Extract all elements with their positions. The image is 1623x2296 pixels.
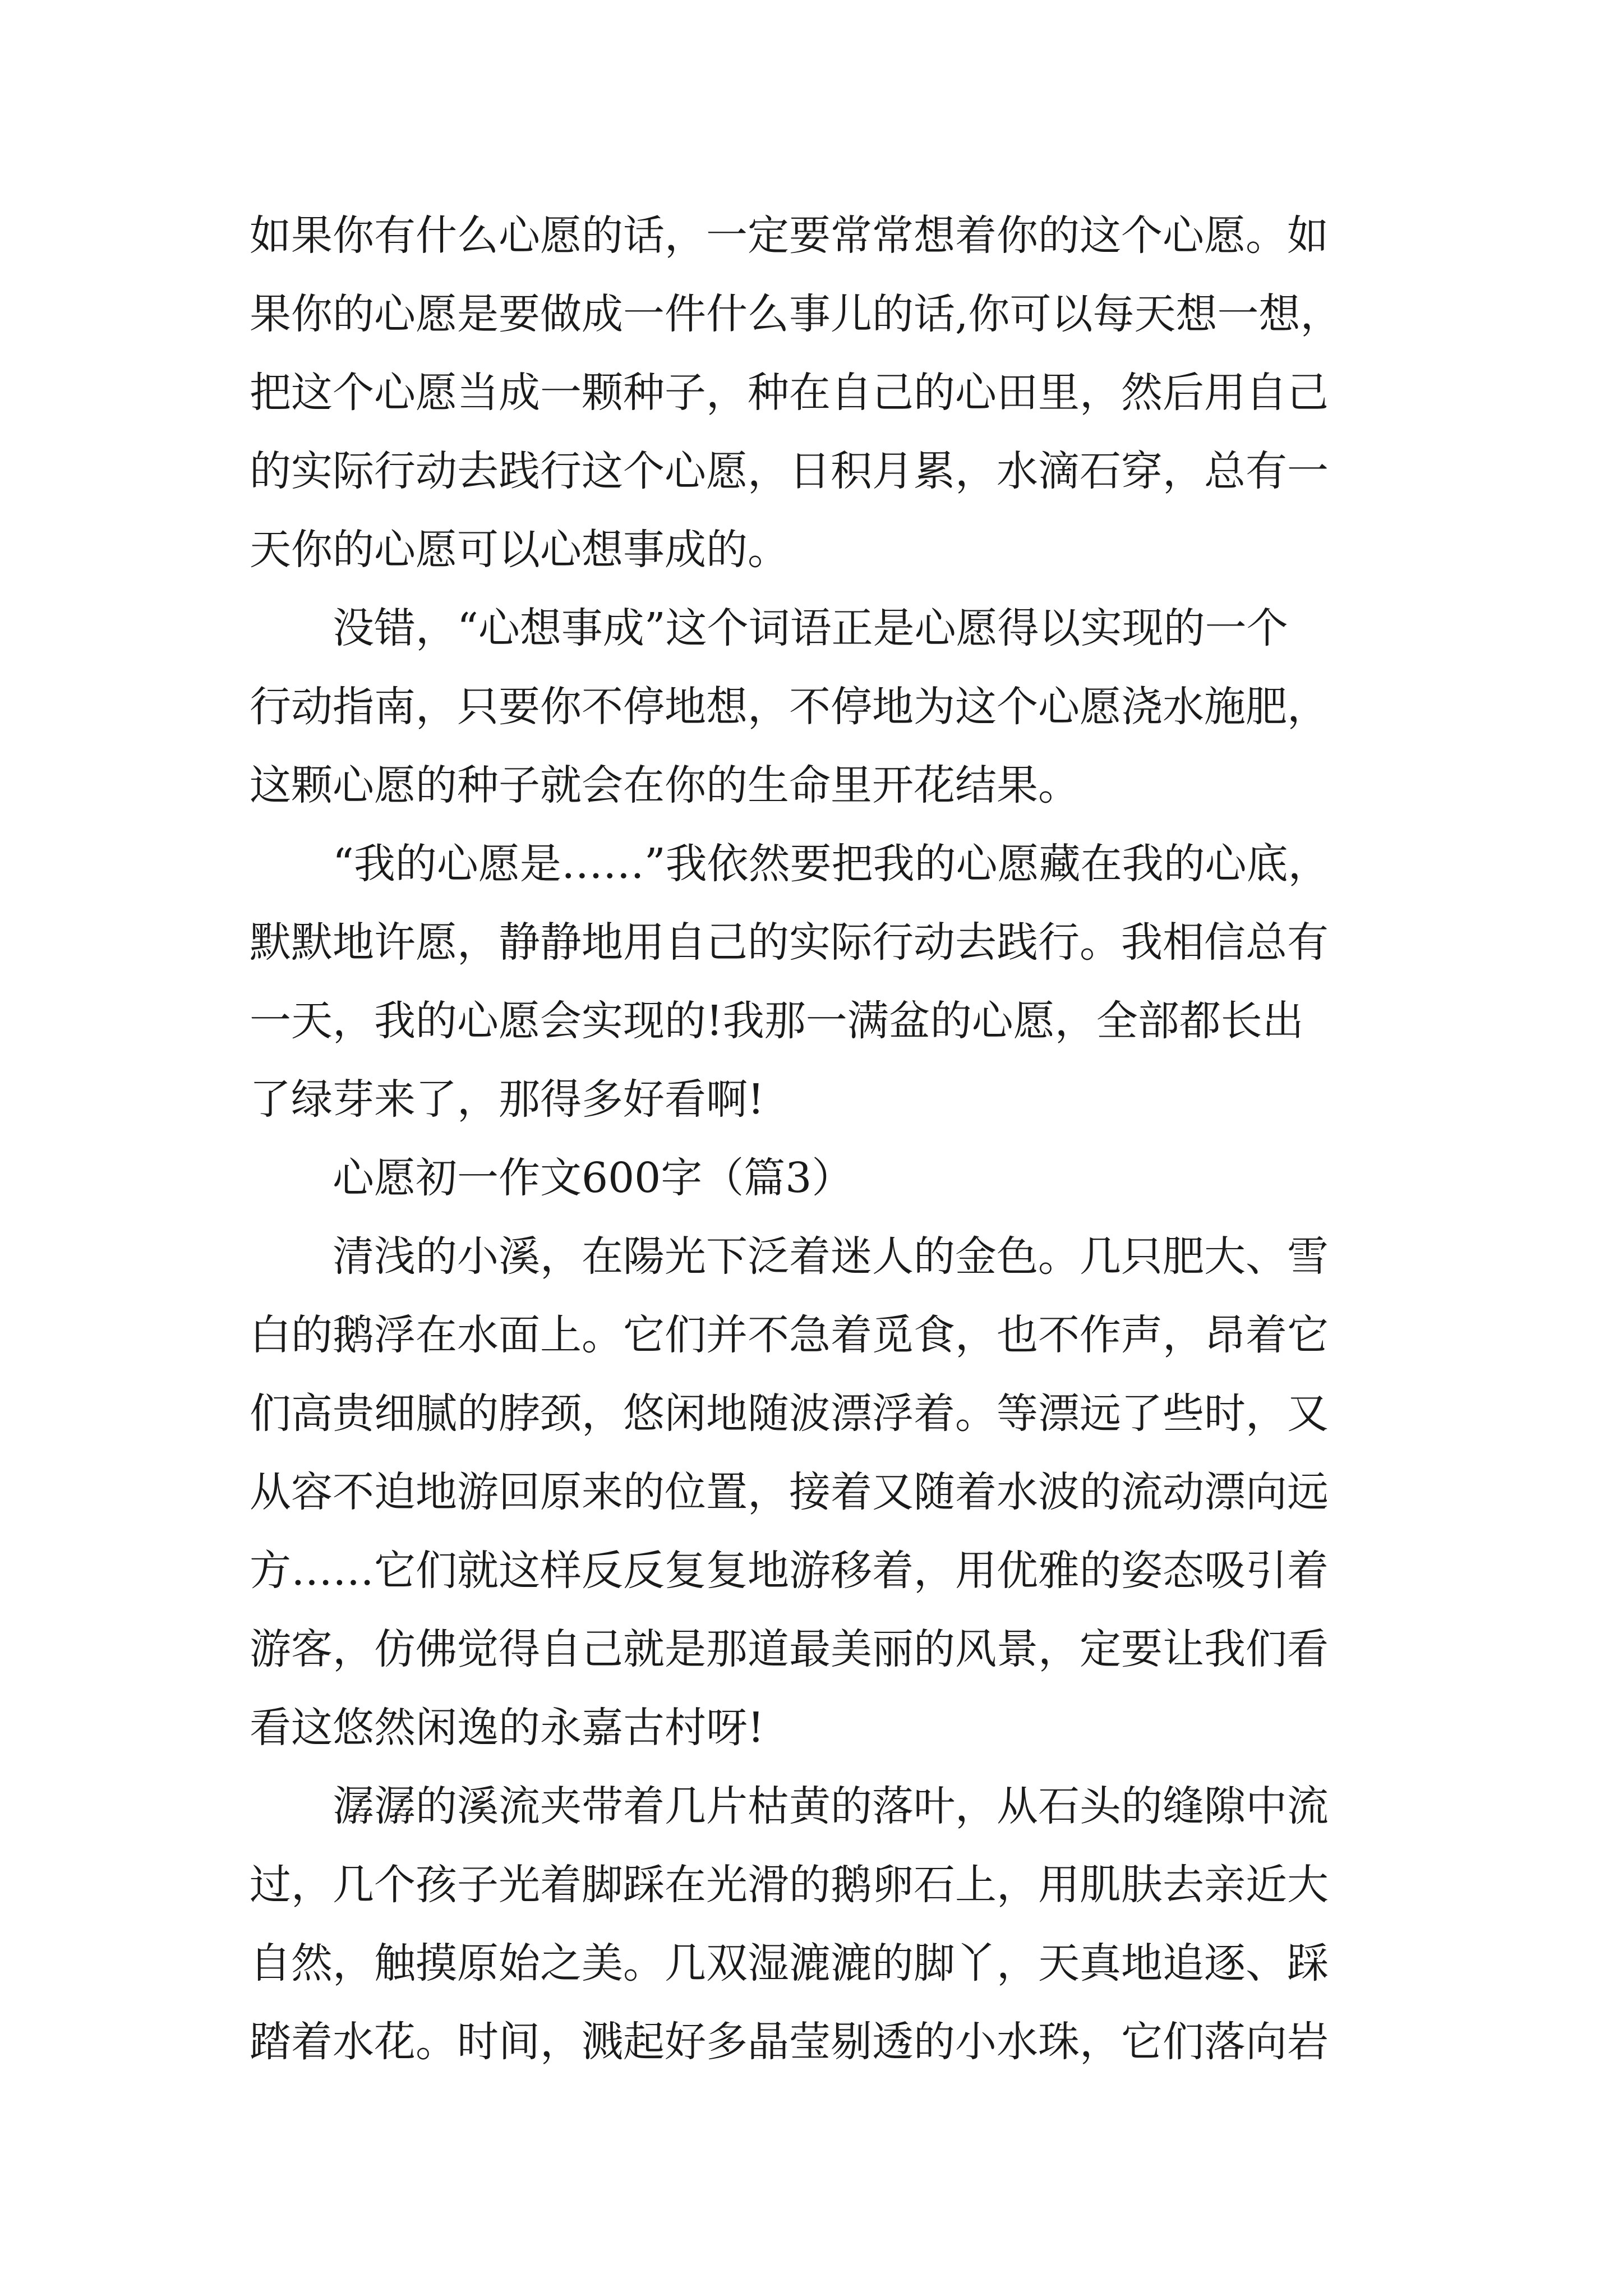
- text-line: 行动指南，只要你不停地想，不停地为这个心愿浇水施肥，: [250, 683, 1329, 731]
- text-line: 自然，触摸原始之美。几双湿漉漉的脚丫，天真地追逐、踩: [250, 1939, 1329, 1987]
- text-line: “我的心愿是……”我依然要把我的心愿藏在我的心底，: [333, 840, 1330, 888]
- text-line: 看这悠然闲逸的永嘉古村呀!: [250, 1704, 764, 1752]
- text-line: 默默地许愿，静静地用自己的实际行动去践行。我相信总有: [250, 918, 1329, 967]
- text-line: 游客，仿佛觉得自己就是那道最美丽的风景，定要让我们看: [250, 1625, 1329, 1673]
- paragraph-4: [250, 1217, 1444, 1767]
- text-line: 清浅的小溪，在陽光下泛着迷人的金色。几只肥大、雪: [333, 1232, 1329, 1281]
- paragraph-2: [250, 589, 1444, 825]
- text-line: 白的鹅浮在水面上。它们并不急着觅食，也不作声，昂着它: [250, 1311, 1329, 1359]
- text-line: 踏着水花。时间，溅起好多晶莹剔透的小水珠，它们落向岩: [250, 2018, 1329, 2066]
- text-line: 这颗心愿的种子就会在你的生命里开花结果。: [250, 761, 1080, 809]
- text-line: 方……它们就这样反反复复地游移着，用优雅的姿态吸引着: [250, 1547, 1329, 1595]
- text-line: 了绿芽来了，那得多好看啊!: [250, 1075, 764, 1124]
- text-line: 的实际行动去践行这个心愿，日积月累，水滴石穿，总有一: [250, 447, 1329, 495]
- text-line: 们高贵细腻的脖颈，悠闲地随波漂浮着。等漂远了些时，又: [250, 1389, 1329, 1438]
- paragraph-5: [250, 1767, 1444, 2081]
- text-line: 天你的心愿可以心想事成的。: [250, 526, 789, 574]
- paragraph-1: [250, 196, 1444, 589]
- section-title: 心愿初一作文600字（篇3）: [333, 1154, 854, 1202]
- paragraph-3: [250, 825, 1444, 1139]
- text-line: 没错，“心想事成”这个词语正是心愿得以实现的一个: [333, 604, 1288, 652]
- section-heading: [250, 1139, 1444, 1217]
- text-line: 一天，我的心愿会实现的!我那一满盆的心愿，全部都长出: [250, 997, 1304, 1045]
- text-line: 从容不迫地游回原来的位置，接着又随着水波的流动漂向远: [250, 1468, 1329, 1516]
- document-body: [250, 196, 1444, 2081]
- text-line: 潺潺的溪流夹带着几片枯黄的落叶，从石头的缝隙中流: [333, 1782, 1329, 1830]
- text-line: 过，几个孩子光着脚踩在光滑的鹅卵石上，用肌肤去亲近大: [250, 1861, 1329, 1909]
- text-line: 如果你有什么心愿的话，一定要常常想着你的这个心愿。如: [250, 211, 1329, 260]
- text-line: 果你的心愿是要做成一件什么事儿的话,你可以每天想一想，: [250, 290, 1342, 338]
- text-line: 把这个心愿当成一颗种子，种在自己的心田里，然后用自己: [250, 369, 1329, 417]
